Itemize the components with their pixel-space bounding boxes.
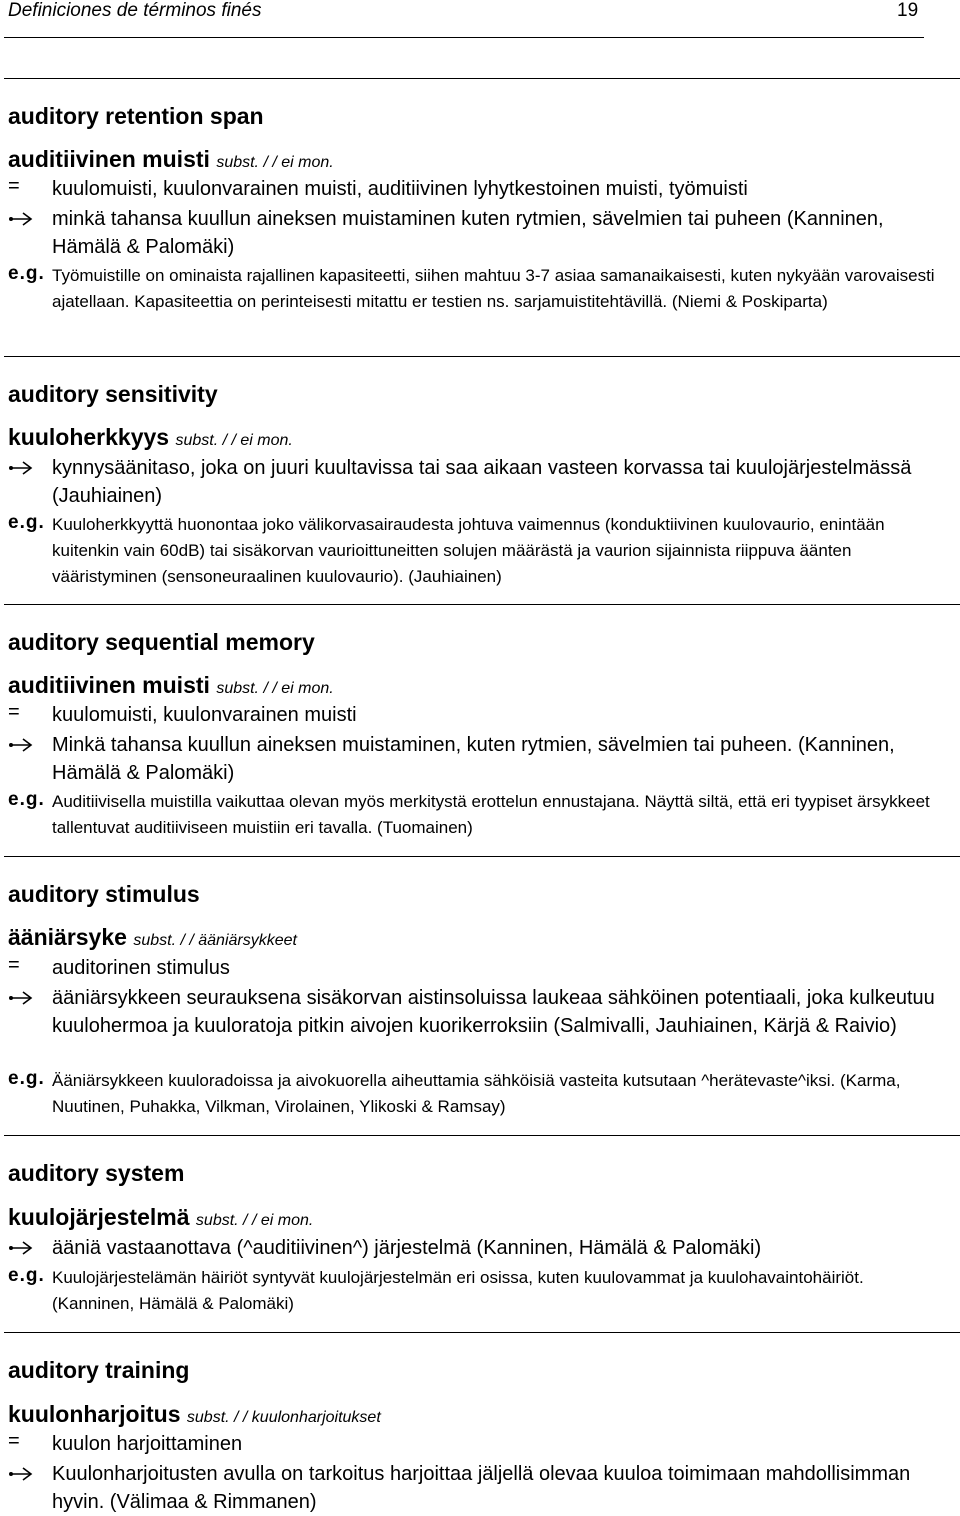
synonym-text: kuulomuisti, kuulonvarainen muisti, auditiivinen lyhytkestoinen muisti, työmuisti: [52, 178, 748, 200]
entry-term: [8, 1401, 381, 1428]
right-arrow-icon: [8, 731, 48, 753]
right-arrow-icon: [8, 1234, 48, 1256]
entry-heading: auditory sensitivity: [8, 381, 218, 407]
definition-row: [8, 984, 940, 1040]
entry-term: [8, 1204, 313, 1231]
definition-row: [8, 731, 940, 787]
entry-heading: auditory training: [8, 1357, 190, 1383]
synonym-text: kuulomuisti, kuulonvarainen muisti: [52, 704, 357, 726]
term-word: ääniärsyke: [8, 924, 127, 950]
synonym-row: [8, 175, 940, 203]
entry-divider: [4, 78, 960, 79]
entry-term: [8, 424, 293, 451]
entry-heading: auditory sequential memory: [8, 629, 315, 655]
synonym-text: kuulon harjoittaminen: [52, 1433, 243, 1455]
equals-symbol: =: [8, 1430, 20, 1452]
definition-row: [8, 1234, 940, 1262]
example-text: Auditiivisella muistilla vaikuttaa olevan myös merkitystä erottelun ennustajana. Näyttä siltä, että eri tyypiset ärsykkeet tallentuvat auditiiviseen muistiin eri tavalla. (Tuomainen): [52, 792, 930, 837]
term-grammar: subst. / / ei mon.: [216, 154, 334, 171]
term-word: kuulonharjoitus: [8, 1401, 181, 1427]
right-arrow-icon: [8, 454, 48, 476]
term-grammar: subst. / / ei mon.: [195, 1212, 314, 1229]
example-marker: e.g.: [8, 789, 45, 810]
entry-heading: auditory retention span: [8, 103, 264, 129]
entry-divider: [4, 604, 960, 605]
entry-divider: [4, 856, 960, 857]
term-grammar: subst. / / ei mon.: [216, 680, 334, 697]
term-word: kuuloherkkyys: [8, 424, 170, 450]
definition-text: Minkä tahansa kuullun aineksen muistaminen, kuten rytmien, sävelmien tai puheen. (Kanninen, Hämälä & Palomäki): [52, 734, 895, 784]
term-grammar: subst. / / ääniärsykkeet: [133, 932, 297, 949]
example-marker: e.g.: [8, 512, 45, 533]
definition-row: [8, 454, 940, 510]
definition-row: [8, 1460, 940, 1516]
header-divider: [4, 37, 924, 38]
synonym-text: auditorinen stimulus: [52, 957, 230, 979]
example-row: [8, 1265, 940, 1317]
entry-divider: [4, 1135, 960, 1136]
term-word: auditiivinen muisti: [8, 146, 210, 172]
example-text: Kuulojärjestelämän häiriöt syntyvät kuulojärjestelmän eri osissa, kuten kuulovammat ja kuulohavaintohäiriöt. (Kanninen, Hämälä & Palomäki): [52, 1268, 864, 1313]
example-row: [8, 789, 940, 841]
right-arrow-icon: [8, 205, 48, 227]
right-arrow-icon: [8, 984, 48, 1006]
entry-divider: [4, 356, 960, 357]
definition-row: [8, 205, 940, 261]
example-text: Työmuistille on ominaista rajallinen kapasiteetti, siihen mahtuu 3-7 asiaa samanaikaisesti, kuten nykyään varovaisesti ajatellaan. Kapasiteettia on perinteisesti mitattu er testien ns. sarjamuistitehtävillä. (Niemi & Poskiparta): [52, 266, 935, 311]
definition-text: minkä tahansa kuullun aineksen muistaminen kuten rytmien, sävelmien tai puheen (Kanninen, Hämälä & Palomäki): [52, 208, 884, 258]
right-arrow-icon: [8, 1460, 48, 1482]
entry-term: [8, 146, 334, 173]
entry-term: [8, 672, 334, 699]
term-word: kuulojärjestelmä: [8, 1204, 190, 1230]
example-row: [8, 263, 940, 315]
example-marker: e.g.: [8, 1265, 45, 1286]
equals-symbol: =: [8, 175, 20, 197]
term-grammar: subst. / / kuulonharjoitukset: [186, 1409, 381, 1426]
term-word: auditiivinen muisti: [8, 672, 210, 698]
example-text: Ääniärsykkeen kuuloradoissa ja aivokuorella aiheuttamia sähköisiä vasteita kutsutaan ^herätevaste^iksi. (Karma, Nuutinen, Puhakka, Vilkman, Virolainen, Ylikoski & Ramsay): [52, 1071, 901, 1116]
entry-term: [8, 924, 297, 951]
equals-symbol: =: [8, 954, 20, 976]
page-number: 19: [897, 0, 919, 21]
definition-text: kynnysäänitaso, joka on juuri kuultavissa tai saa aikaan vasteen korvassa tai kuulojärjestelmässä (Jauhiainen): [52, 457, 912, 507]
entry-divider: [4, 1332, 960, 1333]
definition-text: Kuulonharjoitusten avulla on tarkoitus harjoittaa jäljellä olevaa kuuloa toimimaan mahdollisimman hyvin. (Välimaa & Rimmanen): [52, 1463, 911, 1513]
example-row: [8, 512, 940, 590]
definition-text: ääniärsykkeen seurauksena sisäkorvan aistinsoluissa laukeaa sähköinen potentiaali, joka kulkeutuu kuulohermoa ja kuuloratoja pitkin aivojen kuorikerroksiin (Salmivalli, Jauhiainen, Kärjä & Raivio): [52, 987, 935, 1037]
page-header-title: Definiciones de términos finés: [8, 0, 262, 21]
example-row: [8, 1068, 940, 1120]
synonym-row: [8, 954, 940, 982]
entry-heading: auditory stimulus: [8, 881, 200, 907]
synonym-row: [8, 701, 940, 729]
example-marker: e.g.: [8, 263, 45, 284]
example-text: Kuuloherkkyyttä huonontaa joko välikorvasairaudesta johtuva vaimennus (konduktiivinen kuulovaurio, enintään kuitenkin vain 60dB) tai sisäkorvan vaurioittuneitten solujen määrästä ja vaurion sijainnista riippuva äänten vääristyminen (sensoneuraalinen kuulovaurio). (Jauhiainen): [52, 515, 885, 586]
term-grammar: subst. / / ei mon.: [175, 432, 293, 449]
synonym-row: [8, 1430, 940, 1458]
equals-symbol: =: [8, 701, 20, 723]
entry-heading: auditory system: [8, 1160, 185, 1186]
definition-text: ääniä vastaanottava (^auditiivinen^) järjestelmä (Kanninen, Hämälä & Palomäki): [52, 1237, 762, 1259]
example-marker: e.g.: [8, 1068, 45, 1089]
